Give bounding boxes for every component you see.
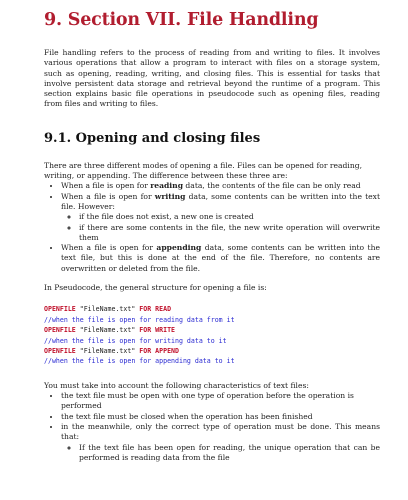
code-comment: //when the file is open for writing data to it <box>44 336 227 345</box>
characteristic-item: • in the meanwhile, only the correct type of operation must be done. This means that: ◦ If the text file has been open for reading, the unique operation that can be performed is reading data from the file <box>61 422 380 463</box>
subsection-title: 9.1. Opening and closing files <box>44 130 261 146</box>
code-line: OPENFILE "FileName.txt" FOR WRITE <box>44 326 176 335</box>
code-line: OPENFILE "FileName.txt" FOR APPEND <box>44 346 179 355</box>
mode-read-item: • When a file is open for reading data, the contents of the file can be only read <box>61 181 380 191</box>
mode-append-item: • When a file is open for appending data, some contents can be written into the text file, but this is done at the end of the file. Therefore, no contents are overwritten or deleted from the file. <box>61 243 380 274</box>
code-line: OPENFILE "FileName.txt" FOR READ <box>44 305 172 314</box>
write-sub-item: ◦ if there are some contents in the file, the new write operation will overwrite them <box>79 223 380 244</box>
characteristic-item: • the text file must be closed when the operation has been finished <box>61 412 380 422</box>
code-block <box>44 304 380 366</box>
write-sublist <box>61 212 380 243</box>
write-sub-item: ◦ if the file does not exist, a new one is created <box>79 212 380 222</box>
code-comment: //when the file is open for appending data to it <box>44 357 235 366</box>
characteristic-sublist <box>61 443 380 464</box>
characteristic-sub-item: ◦ If the text file has been open for reading, the unique operation that can be performed is reading data from the file <box>79 443 380 464</box>
characteristic-item: • the text file must be open with one type of operation before the operation is performed <box>61 391 380 412</box>
intro-paragraph: File handling refers to the process of reading from and writing to files. It involves various operations that allow a program to interact with files on a storage system, such as opening, reading, writing, and closing files. This is essential for tasks that involve persistent data storage and retrieval beyond the runtime of a program. This section explains basic file operations in pseudocode such as opening files, reading from files and writing to files. <box>44 48 380 109</box>
code-comment: //when the file is open for reading data from it <box>44 315 235 324</box>
characteristics-list <box>44 391 380 463</box>
modes-intro-paragraph: There are three different modes of opening a file. Files can be opened for reading, writing, or appending. The difference between these three are: <box>44 160 362 181</box>
modes-list <box>44 181 380 274</box>
mode-write-item: • When a file is open for writing data, some contents can be written into the text file. However: ◦ if the file does not exist, a new one is created ◦ if there are some contents in the file, the new write operation will overwrite them <box>61 192 380 243</box>
pseudocode-intro-paragraph: In Pseudocode, the general structure for opening a file is: <box>44 283 267 293</box>
section-title: 9. Section VII. File Handling <box>44 10 319 30</box>
characteristics-intro-paragraph: You must take into account the following characteristics of text files: <box>44 380 309 390</box>
